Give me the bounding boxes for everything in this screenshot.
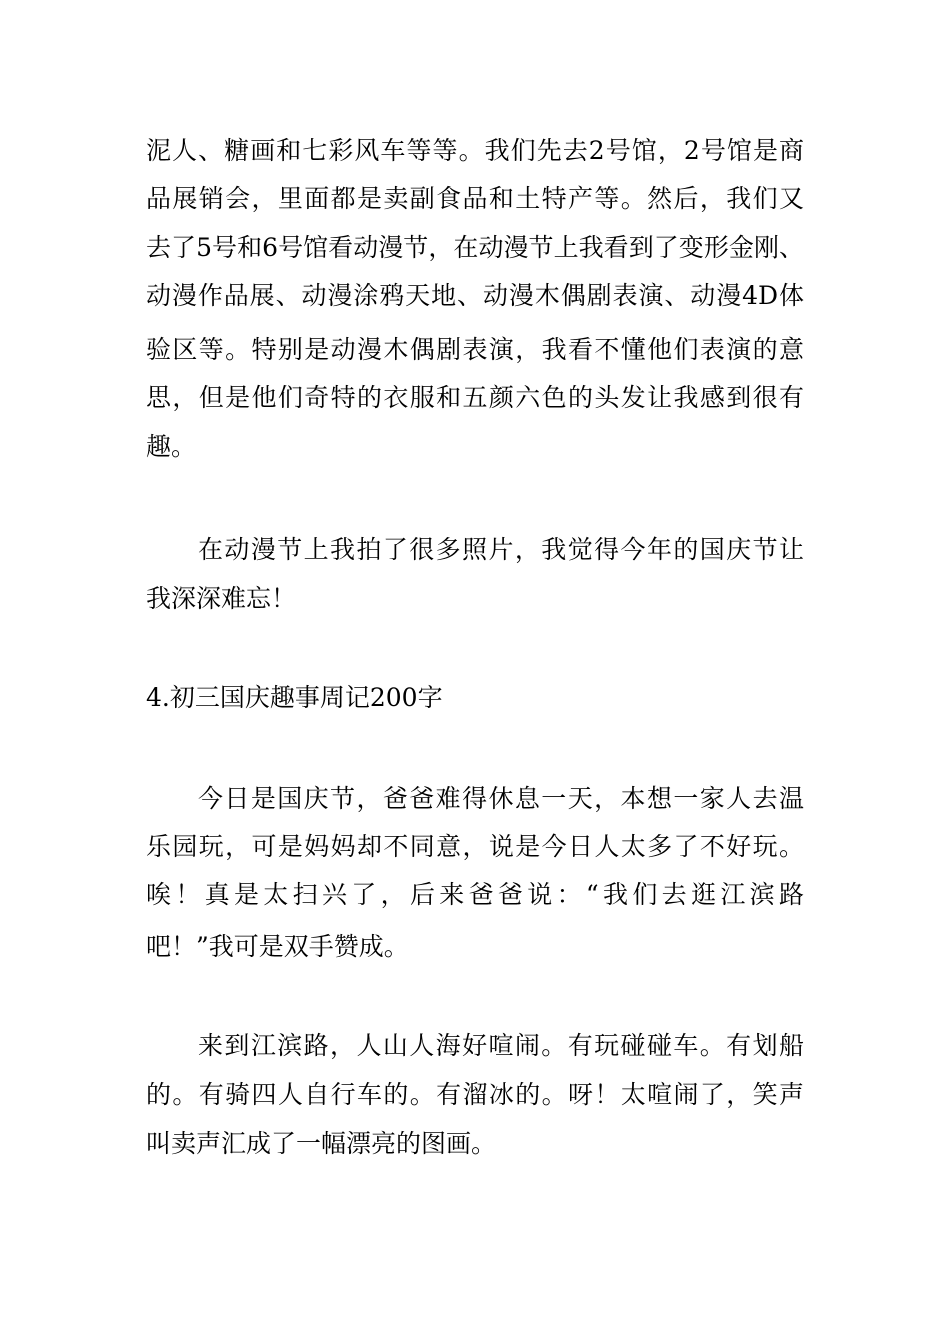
paragraph-1-line-5: 验区等。特别是动漫木偶剧表演，我看不懂他们表演的意 [146, 335, 804, 364]
paragraph-1-line-7: 趣。 [146, 432, 197, 461]
section-heading: 4.初三国庆趣事周记200字 [146, 683, 443, 712]
paragraph-3-line-4: 吧！”我可是双手赞成。 [146, 932, 409, 961]
paragraph-1-line-3: 去了5号和6号馆看动漫节，在动漫节上我看到了变形金刚、 [146, 233, 804, 262]
paragraph-1-line-6: 思，但是他们奇特的衣服和五颜六色的头发让我感到很有 [146, 383, 804, 412]
paragraph-2-line-2: 我深深难忘！ [146, 584, 297, 613]
paragraph-1-line-2: 品展销会，里面都是卖副食品和土特产等。然后，我们又 [146, 184, 804, 213]
paragraph-3-line-3: 唉！真是太扫兴了，后来爸爸说：“我们去逛江滨路 [146, 880, 804, 909]
paragraph-2-line-1: 在动漫节上我拍了很多照片，我觉得今年的国庆节让 [198, 535, 804, 564]
paragraph-4-line-1: 来到江滨路，人山人海好喧闹。有玩碰碰车。有划船 [198, 1031, 804, 1060]
paragraph-3-line-1: 今日是国庆节，爸爸难得休息一天，本想一家人去温 [198, 784, 804, 813]
paragraph-1-line-1: 泥人、糖画和七彩风车等等。我们先去2号馆，2号馆是商 [146, 136, 804, 165]
paragraph-1-line-4: 动漫作品展、动漫涂鸦天地、动漫木偶剧表演、动漫4D体 [146, 281, 804, 310]
paragraph-3-line-2: 乐园玩，可是妈妈却不同意，说是今日人太多了不好玩。 [146, 832, 804, 861]
paragraph-4-line-3: 叫卖声汇成了一幅漂亮的图画。 [146, 1129, 497, 1158]
paragraph-4-line-2: 的。有骑四人自行车的。有溜冰的。呀！太喧闹了，笑声 [146, 1080, 804, 1109]
